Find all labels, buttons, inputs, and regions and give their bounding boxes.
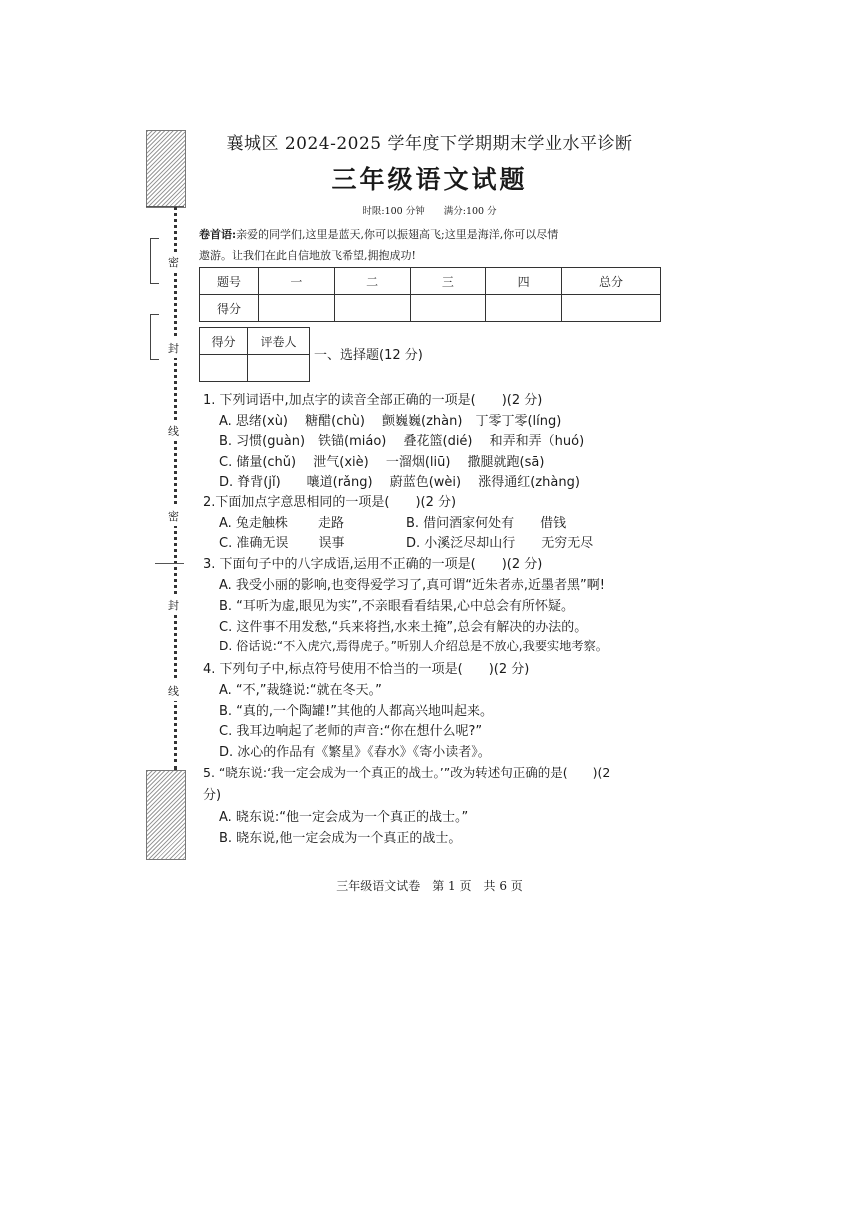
side-label-mi-2: 密 [168, 506, 179, 526]
grader-name-cell [248, 355, 310, 382]
side-label-feng-2: 封 [168, 595, 179, 615]
q1-stem: 1. 下列词语中,加点字的读音全部正确的一项是( )(2 分) [203, 393, 543, 408]
grader-table [199, 327, 310, 382]
score-header-cell: 总分 [562, 268, 661, 295]
score-header-cell: 题号 [200, 268, 259, 295]
section-1-heading: 一、选择题(12 分) [314, 348, 423, 363]
q1-option-c: C. 储量(chǔ) 泄气(xiè) 一溜烟(liū) 撒腿就跑(sā) [219, 455, 545, 470]
intro-line-1: 亲爱的同学们,这里是蓝天,你可以振翅高飞;这里是海洋,你可以尽情 [236, 228, 559, 241]
q2-stem: 2.下面加点字意思相同的一项是( )(2 分) [203, 495, 457, 510]
binding-strip-bottom [146, 770, 186, 860]
side-label-xian-2: 线 [168, 681, 179, 701]
q2-option-a: A. 兔走触株 走路 [219, 516, 345, 531]
side-label-xian-1: 线 [168, 421, 179, 441]
score-cell [486, 295, 562, 322]
side-label-feng-1: 封 [168, 338, 179, 358]
q3-option-c: C. 这件事不用发愁,“兵来将挡,水来土掩”,总会有解决的办法的。 [219, 620, 588, 635]
score-header-cell: 三 [410, 268, 486, 295]
q5-stem-cont: 分) [203, 788, 222, 803]
score-table-header [200, 268, 661, 295]
score-cell [334, 295, 410, 322]
q3-option-d: D. 俗话说:“不入虎穴,焉得虎子。”听别人介绍总是不放心,我要实地考察。 [219, 639, 608, 653]
seal-line-mid [155, 563, 184, 564]
grader-name-label: 评卷人 [248, 328, 310, 355]
q2-option-d: D. 小溪泛尽却山行 无穷无尽 [406, 536, 594, 551]
q2-option-b: B. 借问酒家何处有 借钱 [406, 516, 567, 531]
q1-option-d: D. 脊背(jǐ) 嚷道(rǎng) 蔚蓝色(wèi) 涨得通红(zhàng) [219, 475, 580, 490]
q4-option-a: A. “不,”裁缝说:“就在冬天。” [219, 683, 382, 698]
intro-label: 卷首语: [199, 228, 237, 241]
q3-option-a: A. 我受小丽的影响,也变得爱学习了,真可谓“近朱者赤,近墨者黑”啊! [219, 578, 606, 593]
q1-option-a: A. 思绪(xù) 糖醋(chù) 颤巍巍(zhàn) 丁零丁零(líng) [219, 414, 562, 429]
q3-option-b: B. “耳听为虚,眼见为实”,不亲眼看看结果,心中总会有所怀疑。 [219, 599, 575, 614]
name-field-bracket [150, 238, 159, 284]
class-field-bracket [150, 314, 159, 360]
exam-subtitle: 三年级语文试题 [331, 165, 528, 194]
q1-option-b: B. 习惯(guàn) 铁锚(miáo) 叠花篮(dié) 和弄和弄（huó) [219, 434, 585, 449]
score-cell [410, 295, 486, 322]
exam-title: 襄城区 2024-2025 学年度下学期期末学业水平诊断 [226, 134, 633, 154]
q2-option-c: C. 准确无误 误事 [219, 536, 345, 551]
score-table [199, 267, 661, 322]
score-header-cell: 二 [334, 268, 410, 295]
intro [199, 224, 661, 266]
q4-stem: 4. 下列句子中,标点符号使用不恰当的一项是( )(2 分) [203, 662, 530, 677]
q3-stem: 3. 下面句子中的八字成语,运用不正确的一项是( )(2 分) [203, 557, 543, 572]
score-cell [562, 295, 661, 322]
side-label-mi-1: 密 [168, 252, 179, 272]
page-footer: 三年级语文试卷 第 1 页 共 6 页 [336, 879, 523, 893]
score-table-row [200, 295, 661, 322]
binding-strip-top [146, 130, 186, 208]
exam-meta: 时限:100 分钟 满分:100 分 [362, 206, 497, 217]
score-header-cell: 一 [259, 268, 335, 295]
q4-option-d: D. 冰心的作品有《繁星》《春水》《寄小读者》。 [219, 745, 491, 760]
q5-option-b: B. 晓东说,他一定会成为一个真正的战士。 [219, 831, 462, 846]
seal-line-top [146, 206, 184, 207]
grader-score-label: 得分 [200, 328, 248, 355]
score-row-label: 得分 [200, 295, 259, 322]
grader-score-cell [200, 355, 248, 382]
q4-option-c: C. 我耳边响起了老师的声音:“你在想什么呢?” [219, 724, 483, 739]
score-cell [259, 295, 335, 322]
intro-line-2: 遨游。让我们在此自信地放飞希望,拥抱成功! [199, 249, 416, 262]
q4-option-b: B. “真的,一个陶罐!”其他的人都高兴地叫起来。 [219, 704, 493, 719]
q5-stem: 5. “晓东说:‘我一定会成为一个真正的战士。’”改为转述句正确的是( )(2 [203, 765, 611, 780]
score-header-cell: 四 [486, 268, 562, 295]
q5-option-a: A. 晓东说:“他一定会成为一个真正的战士。” [219, 810, 469, 825]
